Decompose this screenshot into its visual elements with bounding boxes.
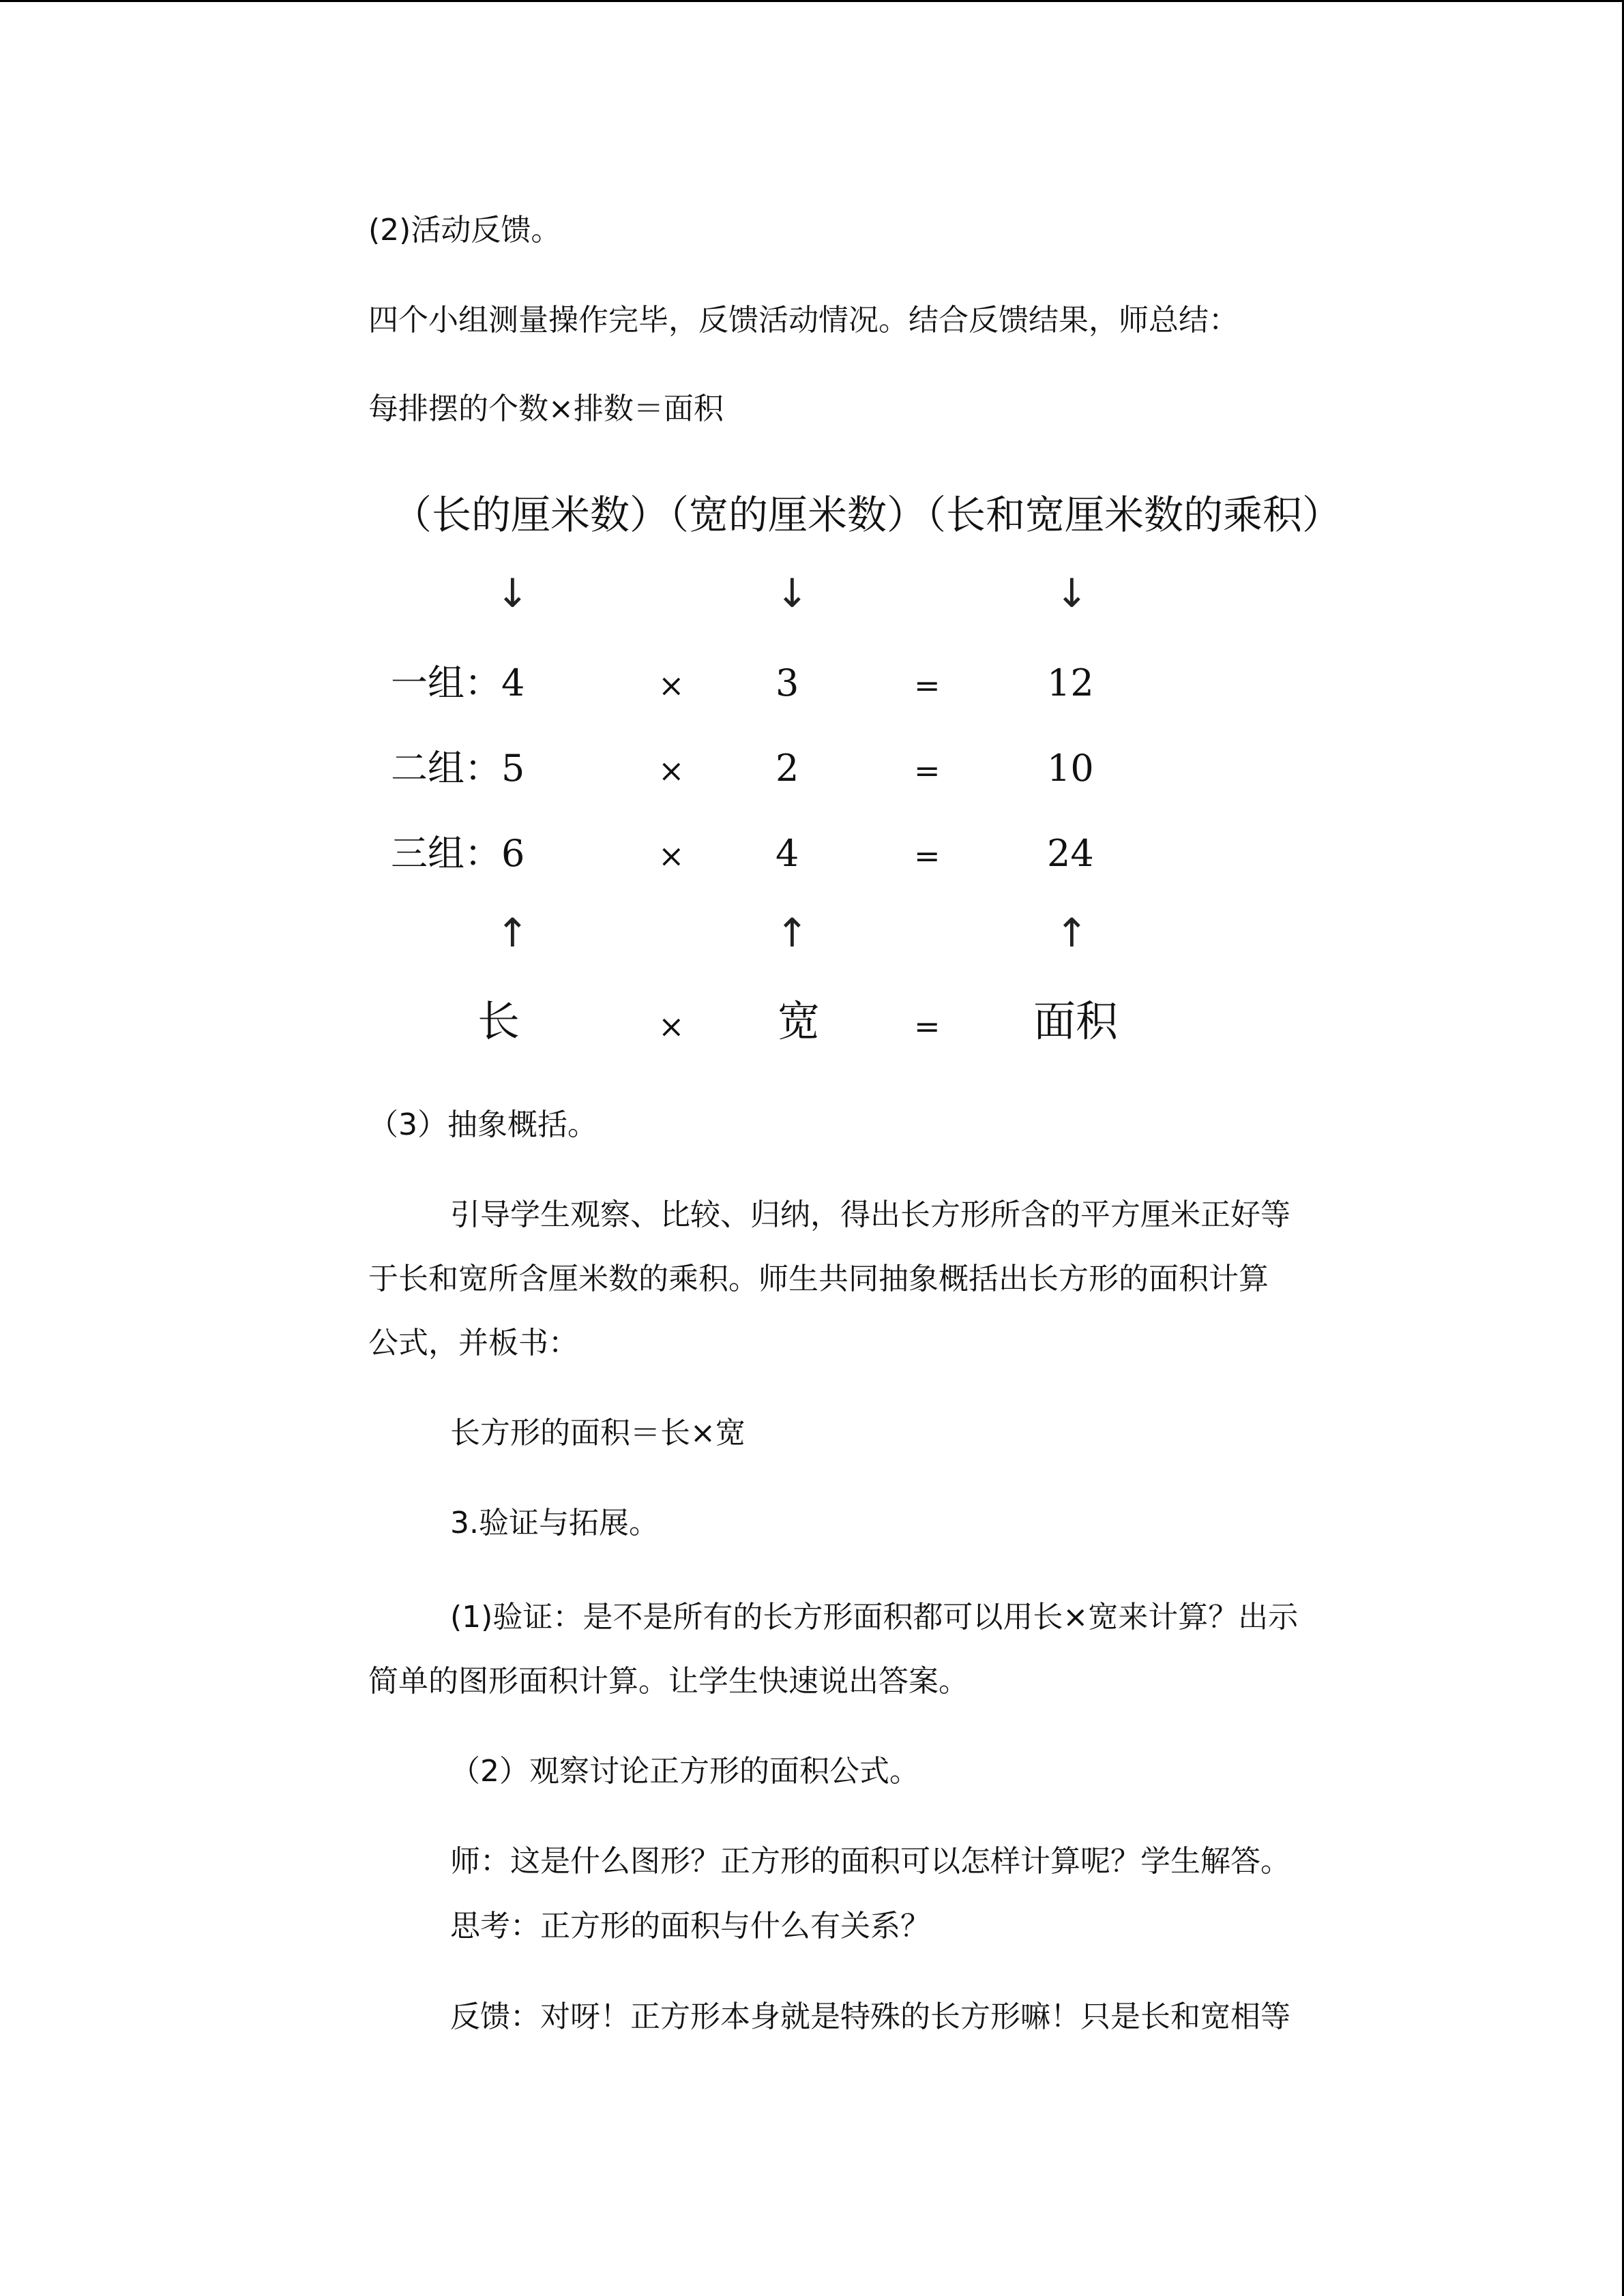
figure-row-area: 24 <box>1047 832 1094 875</box>
paragraph-activity-feedback: (2)活动反馈。 <box>368 213 561 248</box>
figure-row-area: 12 <box>1047 661 1094 704</box>
figure-length-word: 长 <box>477 996 520 1046</box>
paragraph-observe: （2）观察讨论正方形的面积公式。 <box>450 1754 919 1789</box>
figure-row-label: 三组：6 <box>391 832 525 875</box>
up-arrow-icon: ↑ <box>496 910 529 956</box>
figure-width-word: 宽 <box>778 996 821 1046</box>
equals-sign: = <box>914 1008 941 1045</box>
step-verify-extend: 3.验证与拓展。 <box>450 1506 659 1540</box>
paragraph-group-summary: 四个小组测量操作完毕，反馈活动情况。结合反馈结果，师总结： <box>368 303 1239 338</box>
down-arrow-icon: ↓ <box>1055 570 1089 616</box>
paragraph-line: 于长和宽所含厘米数的乘积。师生共同抽象概括出长方形的面积计算 <box>368 1262 1269 1296</box>
figure-row-width: 4 <box>776 832 799 875</box>
times-sign: × <box>658 837 685 874</box>
equals-sign: = <box>914 667 941 704</box>
times-sign: × <box>658 1008 685 1045</box>
equals-sign: = <box>914 837 941 874</box>
up-arrow-icon: ↑ <box>1055 910 1089 956</box>
times-sign: × <box>658 667 685 704</box>
paragraph-line: 引导学生观察、比较、归纳，得出长方形所含的平方厘米正好等 <box>450 1197 1290 1232</box>
paragraph-think: 思考：正方形的面积与什么有关系？ <box>450 1909 930 1943</box>
down-arrow-icon: ↓ <box>776 570 809 616</box>
figure-row-area: 10 <box>1047 747 1094 790</box>
up-arrow-icon: ↑ <box>776 910 809 956</box>
paragraph-line: 公式，并板书： <box>368 1326 578 1360</box>
figure-row-width: 2 <box>776 747 799 790</box>
figure-header: （长的厘米数）（宽的厘米数）（长和宽厘米数的乘积） <box>392 492 1342 538</box>
figure-row-label: 二组：5 <box>391 747 525 790</box>
paragraph-rule: 每排摆的个数×排数＝面积 <box>368 391 724 426</box>
paragraph-teacher: 师：这是什么图形？正方形的面积可以怎样计算呢？学生解答。 <box>450 1844 1290 1879</box>
paragraph-line: (1)验证：是不是所有的长方形面积都可以用长×宽来计算？出示 <box>450 1600 1299 1635</box>
section-abstract-title: （3）抽象概括。 <box>368 1107 597 1142</box>
equals-sign: = <box>914 752 941 789</box>
paragraph-feedback: 反馈：对呀！正方形本身就是特殊的长方形嘛！只是长和宽相等 <box>450 1999 1290 2034</box>
figure-row-width: 3 <box>776 661 799 704</box>
figure-row-label: 一组：4 <box>391 661 525 704</box>
area-formula: 长方形的面积＝长×宽 <box>450 1416 745 1450</box>
figure-area-word: 面积 <box>1033 996 1119 1046</box>
page-top-border <box>0 0 1624 2</box>
paragraph-line: 简单的图形面积计算。让学生快速说出答案。 <box>368 1664 969 1699</box>
times-sign: × <box>658 752 685 789</box>
down-arrow-icon: ↓ <box>496 570 529 616</box>
